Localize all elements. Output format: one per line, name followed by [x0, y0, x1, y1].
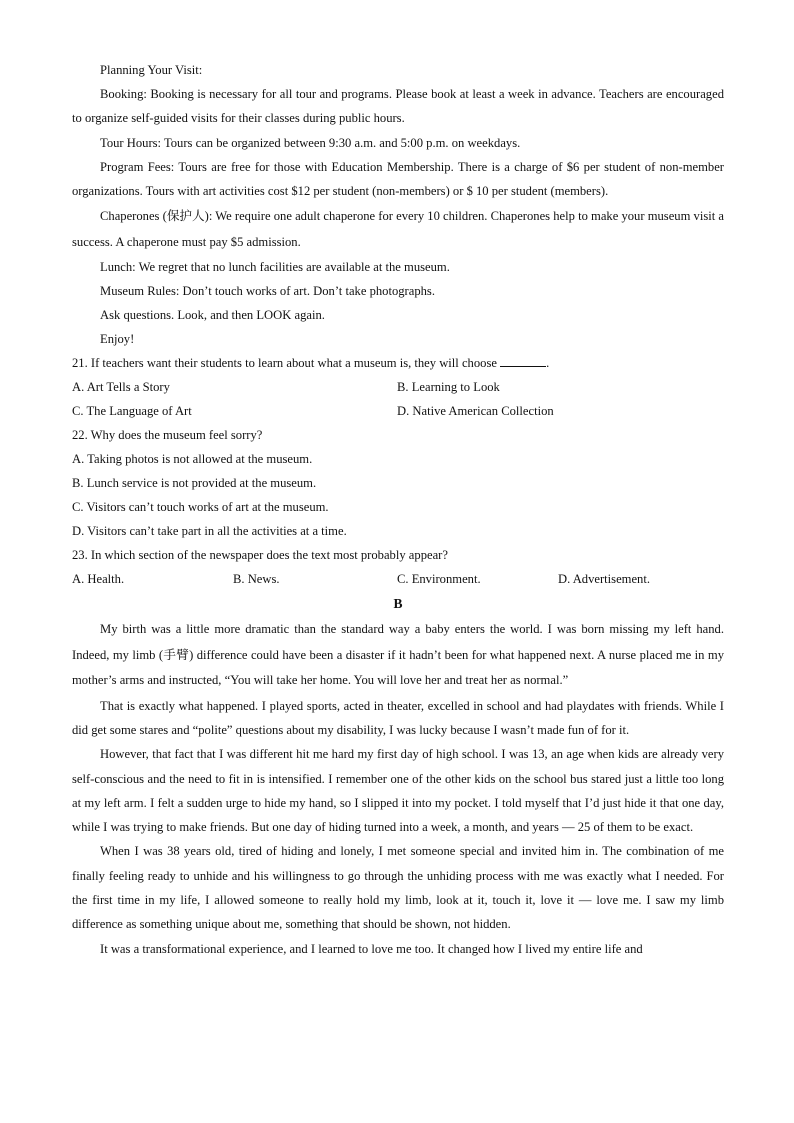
option-23-d[interactable]: D. Advertisement.: [558, 572, 650, 587]
program-fees-paragraph: Program Fees: Tours are free for those with Education Membership. There is a charge of $6 per student of non-member organizations. Tours with art activities cost $12 per student (non-members) or $ 10 per student (members).: [72, 159, 724, 198]
option-23-c[interactable]: C. Environment.: [397, 572, 481, 587]
document-page: [72, 58, 724, 961]
tour-hours-line: Tour Hours: Tours can be organized between 9:30 a.m. and 5:00 p.m. on weekdays.: [100, 135, 521, 150]
question-21-options-row-2: [72, 399, 724, 423]
answer-blank: [500, 352, 546, 367]
option-21-b[interactable]: B. Learning to Look: [397, 380, 500, 395]
booking-paragraph: Booking: Booking is necessary for all tour and programs. Please book at least a week in advance. Teachers are encouraged to organize self-guided visits for their classes during public hours.: [72, 87, 724, 126]
question-21-period: .: [546, 356, 550, 371]
question-21-options-row-1: [72, 375, 724, 399]
section-b-heading: B: [393, 596, 403, 612]
option-22-a[interactable]: A. Taking photos is not allowed at the museum.: [72, 452, 313, 467]
question-22-stem: 22. Why does the museum feel sorry?: [72, 428, 263, 443]
rules-line: Museum Rules: Don’t touch works of art. Don’t take photographs.: [100, 284, 435, 299]
ask-line: Ask questions. Look, and then LOOK again.: [100, 308, 325, 323]
question-23-options-row: [72, 567, 724, 591]
passage-b-paragraph-3: However, that fact that I was different hit me hard my first day of high school. I was 13, an age when kids are already very self-conscious and the need to fit in is intensified. I remember one of the other kids on the school bus stared just a little too long at my left arm. I felt a sudden urge to hide my hand, so I slipped it into my pocket. I told myself that I’d just hide it that one day, while I was trying to make friends. But one day of hiding turned into a week, a month, and years — 25 of them to be exact.: [72, 747, 724, 835]
passage-b-paragraph-5: It was a transformational experience, and I learned to love me too. It changed how I lived my entire life and: [100, 941, 643, 956]
question-21: [72, 351, 724, 375]
option-21-d[interactable]: D. Native American Collection: [397, 404, 554, 419]
option-22-d[interactable]: D. Visitors can’t take part in all the activities at a time.: [72, 524, 347, 539]
passage-b-paragraph-2: That is exactly what happened. I played sports, acted in theater, excelled in school and had playdates with friends. While I did get some stares and “polite” questions about my disability, I was lucky because I wasn’t made fun of for it.: [72, 698, 724, 737]
passage-b-paragraph-4: When I was 38 years old, tired of hiding and lonely, I met someone special and invited him in. The combination of me finally feeling ready to unhide and his willingness to go through the unhiding process with me was exactly what I needed. For the first time in my life, I allowed someone to really hold my limb, look at it, touch it, love it — love me. I saw my limb difference as something unique about me, something that should be shown, not hidden.: [72, 844, 724, 932]
option-21-a[interactable]: A. Art Tells a Story: [72, 380, 170, 395]
option-21-c[interactable]: C. The Language of Art: [72, 404, 192, 419]
chaperones-paragraph: Chaperones (保护人): We require one adult chaperone for every 10 children. Chaperones help to make your museum visit a success. A chaperone must pay $5 admission.: [72, 209, 724, 250]
option-23-b[interactable]: B. News.: [233, 572, 280, 587]
enjoy-line: Enjoy!: [100, 332, 135, 347]
visit-heading: Planning Your Visit:: [100, 63, 203, 77]
question-23-stem: 23. In which section of the newspaper does the text most probably appear?: [72, 548, 448, 563]
passage-b-paragraph-1: My birth was a little more dramatic than the standard way a baby enters the world. I was born missing my left hand. Indeed, my limb (手臂) difference could have been a disaster if it hadn’t been for what happened next. A nurse placed me in my mother’s arms and instructed, “You will take her home. You will love her and treat her as normal.”: [72, 622, 724, 688]
question-21-stem: 21. If teachers want their students to learn about what a museum is, they will choose: [72, 356, 497, 371]
lunch-line: Lunch: We regret that no lunch facilities are available at the museum.: [100, 260, 450, 275]
option-23-a[interactable]: A. Health.: [72, 572, 125, 587]
option-22-b[interactable]: B. Lunch service is not provided at the museum.: [72, 476, 317, 491]
option-22-c[interactable]: C. Visitors can’t touch works of art at the museum.: [72, 500, 329, 515]
